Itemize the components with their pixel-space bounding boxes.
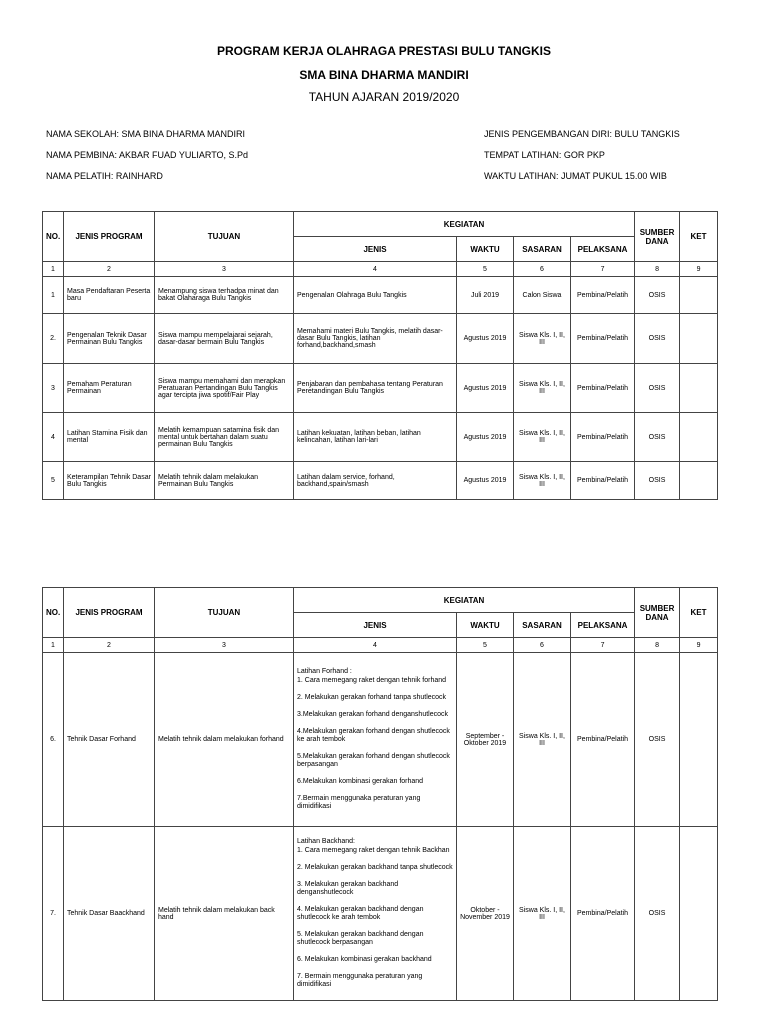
row-no: 7.: [43, 827, 64, 1001]
row-tujuan: Melatih kemampuan satamina fisik dan mental untuk bertahan dalam suatu permainan Bulu Tangkis: [155, 413, 294, 462]
row-jenis: Latihan kekuatan, latihan beban, latihan kelincahan, latihan lari-lari: [294, 413, 457, 462]
row-program: Pengenalan Teknik Dasar Permainan Bulu Tangkis: [64, 314, 155, 364]
number-cell: 5: [457, 262, 514, 277]
col-waktu: WAKTU: [457, 613, 514, 638]
info-jenis: JENIS PENGEMBANGAN DIRI: BULU TANGKIS: [484, 129, 680, 139]
row-sasaran: Siswa Kls. I, II, III: [514, 827, 571, 1001]
row-dana: OSIS: [635, 364, 680, 413]
row-waktu: Agustus 2019: [457, 314, 514, 364]
col-tujuan: TUJUAN: [155, 212, 294, 262]
row-tujuan: Melatih tehnik dalam melakukan back hand: [155, 827, 294, 1001]
table-row: [43, 827, 718, 1001]
jenis-item: 3.Melakukan gerakan forhand denganshutlecock: [297, 710, 448, 718]
row-jenis: [294, 827, 457, 1001]
row-ket: [680, 653, 718, 827]
number-cell: 6: [514, 262, 571, 277]
jenis-item: 2. Melakukan gerakan backhand tanpa shutlecock: [297, 863, 453, 871]
row-waktu: Agustus 2019: [457, 413, 514, 462]
col-sumber-dana: SUMBER DANA: [635, 212, 680, 262]
jenis-item: 6. Melakukan kombinasi gerakan backhand: [297, 956, 432, 964]
row-ket: [680, 827, 718, 1001]
row-no: 4: [43, 413, 64, 462]
row-ket: [680, 413, 718, 462]
number-cell: 4: [294, 262, 457, 277]
col-no: NO.: [43, 588, 64, 638]
number-cell: 9: [680, 262, 718, 277]
number-cell: 8: [635, 638, 680, 653]
row-pelaksana: Pembina/Pelatih: [571, 364, 635, 413]
col-pelaksana: PELAKSANA: [571, 237, 635, 262]
row-pelaksana: Pembina/Pelatih: [571, 277, 635, 314]
col-sasaran: SASARAN: [514, 237, 571, 262]
program-table-2: [42, 587, 718, 1001]
row-no: 3: [43, 364, 64, 413]
row-pelaksana: Pembina/Pelatih: [571, 827, 635, 1001]
row-dana: OSIS: [635, 653, 680, 827]
row-pelaksana: Pembina/Pelatih: [571, 653, 635, 827]
jenis-item: 7.Bermain menggunaka peraturan yang dimidifikasi: [297, 795, 421, 811]
document-title: PROGRAM KERJA OLAHRAGA PRESTASI BULU TANGKIS: [216, 44, 551, 58]
row-program: Keterampilan Tehnik Dasar Bulu Tangkis: [64, 462, 155, 500]
number-cell: 7: [571, 262, 635, 277]
number-cell: 9: [680, 638, 718, 653]
row-dana: OSIS: [635, 413, 680, 462]
info-pelatih: NAMA PELATIH: RAINHARD: [46, 171, 163, 181]
row-tujuan: Siswa mampu memahami dan merapkan Peratuaran Pertandingan Bulu Tangkis agar tercipta jiwa spotif/Fair Play: [155, 364, 294, 413]
number-cell: 2: [64, 262, 155, 277]
info-pembina: NAMA PEMBINA: AKBAR FUAD YULIARTO, S.Pd: [46, 150, 249, 160]
row-sasaran: Calon Siswa: [514, 277, 571, 314]
academic-year: TAHUN AJARAN 2019/2020: [308, 90, 460, 104]
number-cell: 3: [155, 262, 294, 277]
jenis-item: 1. Cara memegang raket dengan tehnik Backhan: [297, 846, 450, 854]
row-tujuan: Melatih tehnik dalam melakukan Permainan Bulu Tangkis: [155, 462, 294, 500]
row-waktu: Oktober - November 2019: [457, 827, 514, 1001]
row-ket: [680, 314, 718, 364]
jenis-item: 3. Melakukan gerakan backhand denganshutlecock: [297, 880, 399, 896]
row-jenis: Latihan dalam service, forhand, backhand,spain/smash: [294, 462, 457, 500]
col-sumber-dana: SUMBER DANA: [635, 588, 680, 638]
row-sasaran: Siswa Kls. I, II, III: [514, 462, 571, 500]
row-sasaran: Siswa Kls. I, II, III: [514, 314, 571, 364]
col-waktu: WAKTU: [457, 237, 514, 262]
row-tujuan: Siswa mampu mempelajarai sejarah, dasar-dasar bermain Bulu Tangkis: [155, 314, 294, 364]
school-name: SMA BINA DHARMA MANDIRI: [299, 68, 469, 82]
col-kegiatan: KEGIATAN: [294, 588, 635, 613]
col-jenis: JENIS: [294, 237, 457, 262]
jenis-heading: Latihan Backhand:: [297, 837, 355, 845]
row-waktu: September - Oktober 2019: [457, 653, 514, 827]
row-waktu: Juli 2019: [457, 277, 514, 314]
jenis-item: 5. Melakukan gerakan backhand dengan shutlecock berpasangan: [297, 931, 424, 947]
number-cell: 3: [155, 638, 294, 653]
table-row: [43, 364, 718, 413]
row-tujuan: Melatih tehnik dalam melakukan forhand: [155, 653, 294, 827]
jenis-item: 1. Cara memegang raket dengan tehnik forhand: [297, 676, 447, 684]
jenis-item: 4.Melakukan gerakan forhand dengan shutlecock ke arah tembok: [297, 727, 450, 743]
row-sasaran: Siswa Kls. I, II, III: [514, 364, 571, 413]
table-row: [43, 314, 718, 364]
row-program: Pemaham Peraturan Permainan: [64, 364, 155, 413]
number-cell: 4: [294, 638, 457, 653]
row-sasaran: Siswa Kls. I, II, III: [514, 653, 571, 827]
row-dana: OSIS: [635, 277, 680, 314]
row-no: 5: [43, 462, 64, 500]
row-pelaksana: Pembina/Pelatih: [571, 462, 635, 500]
jenis-item: 5.Melakukan gerakan forhand dengan shutlecock berpasangan: [297, 753, 450, 769]
row-pelaksana: Pembina/Pelatih: [571, 413, 635, 462]
jenis-item: 2. Melakukan gerakan forhand tanpa shutlecock: [297, 693, 447, 701]
jenis-heading: Latihan Forhand :: [297, 667, 352, 675]
table-row: [43, 277, 718, 314]
col-ket: KET: [680, 212, 718, 262]
col-program: JENIS PROGRAM: [64, 212, 155, 262]
col-pelaksana: PELAKSANA: [571, 613, 635, 638]
row-dana: OSIS: [635, 314, 680, 364]
row-program: Masa Pendaftaran Peserta baru: [64, 277, 155, 314]
row-program: Tehnik Dasar Baackhand: [64, 827, 155, 1001]
row-jenis: Memahami materi Bulu Tangkis, melatih dasar-dasar Bulu Tangkis, latihan forhand,backhand,smash: [294, 314, 457, 364]
info-school: NAMA SEKOLAH: SMA BINA DHARMA MANDIRI: [46, 129, 246, 139]
row-tujuan: Menampung siswa terhadpa minat dan bakat Olaharaga Bulu Tangkis: [155, 277, 294, 314]
number-cell: 6: [514, 638, 571, 653]
table-row: [43, 462, 718, 500]
col-jenis: JENIS: [294, 613, 457, 638]
row-ket: [680, 462, 718, 500]
row-no: 1: [43, 277, 64, 314]
number-cell: 5: [457, 638, 514, 653]
row-ket: [680, 277, 718, 314]
row-waktu: Agustus 2019: [457, 364, 514, 413]
row-dana: OSIS: [635, 827, 680, 1001]
col-kegiatan: KEGIATAN: [294, 212, 635, 237]
row-jenis: Pengenalan Olahraga Bulu Tangkis: [294, 277, 457, 314]
jenis-item: 7. Bermain menggunaka peraturan yang dimidifikasi: [297, 973, 423, 989]
row-jenis: Penjabaran dan pembahasa tentang Peraturan Peretandingan Bulu Tangkis: [294, 364, 457, 413]
table-row: [43, 653, 718, 827]
info-waktu: WAKTU LATIHAN: JUMAT PUKUL 15.00 WIB: [484, 171, 667, 181]
jenis-item: 4. Melakukan gerakan backhand dengan shutlecock ke arah tembok: [297, 905, 424, 921]
table-row: [43, 413, 718, 462]
row-pelaksana: Pembina/Pelatih: [571, 314, 635, 364]
col-no: NO.: [43, 212, 64, 262]
col-program: JENIS PROGRAM: [64, 588, 155, 638]
number-row: [43, 638, 718, 653]
number-cell: 1: [43, 638, 64, 653]
row-program: Tehnik Dasar Forhand: [64, 653, 155, 827]
number-cell: 2: [64, 638, 155, 653]
jenis-item: 6.Melakukan kombinasi gerakan forhand: [297, 778, 424, 786]
row-jenis: [294, 653, 457, 827]
number-cell: 7: [571, 638, 635, 653]
number-cell: 8: [635, 262, 680, 277]
number-cell: 1: [43, 262, 64, 277]
row-waktu: Agustus 2019: [457, 462, 514, 500]
program-table-1: [42, 211, 718, 500]
row-no: 2.: [43, 314, 64, 364]
row-no: 6.: [43, 653, 64, 827]
col-tujuan: TUJUAN: [155, 588, 294, 638]
row-ket: [680, 364, 718, 413]
row-dana: OSIS: [635, 462, 680, 500]
row-sasaran: Siswa Kls. I, II, III: [514, 413, 571, 462]
col-sasaran: SASARAN: [514, 613, 571, 638]
info-tempat: TEMPAT LATIHAN: GOR PKP: [484, 150, 605, 160]
col-ket: KET: [680, 588, 718, 638]
number-row: [43, 262, 718, 277]
row-program: Latihan Stamina Fisik dan mental: [64, 413, 155, 462]
